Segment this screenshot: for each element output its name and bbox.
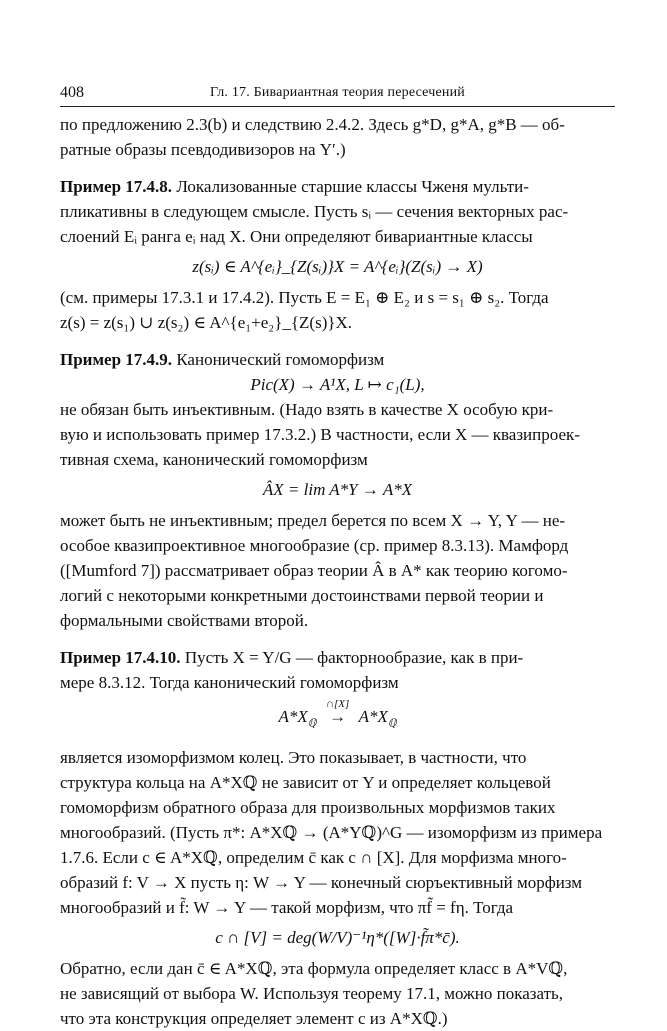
example-17-4-8 (60, 174, 615, 199)
equation (60, 698, 615, 739)
text-line: ратные образы псевдодивизоров на Y′.) (60, 140, 346, 159)
text-line: z(s) = z(s₁) ∪ z(s₂) ∈ A^{e₁+e₂}_{Z(s)}X. (60, 313, 353, 332)
text-line: гомоморфизм обратного образа для произвольных морфизмов таких (60, 798, 556, 818)
text-line: многообразий и f̃: W → Y — такой морфизм, что πf̃ = fη. Тогда (60, 898, 514, 918)
example-17-4-9 (60, 347, 615, 372)
example-17-4-10 (60, 645, 615, 670)
text-line: не зависящий от выбора W. Используя теорему 17.1, можно показать, (60, 984, 564, 1004)
equation: z(sᵢ) ∈ A^{eᵢ}_{Z(sᵢ)}X = A^{eᵢ}(Z(sᵢ) → X) (192, 257, 483, 276)
text-line: многообразий. (Пусть π*: A*Xℚ → (A*Yℚ)^G — изоморфизм из примера (60, 823, 603, 843)
arrow: ∩[X] → (321, 701, 355, 733)
text-line: тивная схема, канонический гомоморфизм (60, 450, 368, 469)
running-head: Гл. 17. Бивариантная теория пересечений (210, 85, 465, 100)
text-line: структура кольца на A*Xℚ не зависит от Y и определяет кольцевой (60, 773, 551, 793)
text-line: мере 8.3.12. Тогда канонический гомоморфизм (60, 673, 399, 692)
example-label: Пример 17.4.10. (60, 648, 181, 667)
text-line: формальными свойствами второй. (60, 611, 309, 630)
page-header (60, 84, 615, 107)
text-line: пликативны в следующем смысле. Пусть sᵢ — сечения векторных рас- (60, 202, 569, 221)
equation: c ∩ [V] = deg(W/V)⁻¹η*([W]·f̃π*c̄). (215, 928, 460, 948)
eq-sub: ℚ (307, 717, 317, 730)
text-line: логий с некоторыми конкретными достоинствами первой теории и (60, 586, 544, 605)
text-line: Локализованные старшие классы Чженя мульти- (172, 177, 529, 196)
text-line: Пусть X = Y/G — факторнообразие, как в при- (180, 648, 524, 667)
eq-right: A*X (358, 707, 388, 726)
equation: ÂX = lim A*Y → A*X (262, 480, 413, 499)
text-line: является изоморфизмом колец. Это показывает, в частности, что (60, 748, 527, 768)
text-line: особое квазипроективное многообразие (ср. пример 8.3.13). Мамфорд (60, 536, 569, 555)
text-line: образий f: V → X пусть η: W → Y — конечный сюръективный морфизм (60, 873, 583, 893)
text-line: что эта конструкция определяет элемент c из A*Xℚ.) (60, 1009, 448, 1029)
equation: Pic(X) → A¹X, L ↦ c₁(L), (250, 375, 425, 394)
text-line: может быть не инъективным; предел берется по всем X → Y, Y — не- (60, 511, 566, 530)
text-line: по предложению 2.3(b) и следствию 2.4.2. Здесь g*D, g*A, g*B — об- (60, 115, 565, 134)
page-number: 408 (60, 84, 84, 101)
example-label: Пример 17.4.9. (60, 350, 173, 369)
arrow-label: ∩[X] (326, 698, 350, 710)
text-line: Канонический гомоморфизм (172, 350, 385, 369)
text-line: Обратно, если дан c̄ ∈ A*Xℚ, эта формула определяет класс в A*Vℚ, (60, 959, 568, 979)
eq-sub: ℚ (387, 717, 397, 730)
eq-left: A*X (278, 707, 308, 726)
example-label: Пример 17.4.8. (60, 177, 173, 196)
text-line: вую и использовать пример 17.3.2.) В частности, если X — квазипроек- (60, 425, 580, 444)
text-line: слоений Eᵢ ранга eᵢ над X. Они определяют бивариантные классы (60, 227, 533, 246)
text-line: ([Mumford 7]) рассматривает образ теории Â в A* как теорию когомо- (60, 561, 568, 580)
text-line: 1.7.6. Если c ∈ A*Xℚ, определим c̄ как c ∩ [X]. Для морфизма много- (60, 848, 567, 868)
page-body (60, 112, 615, 1031)
text-line: (см. примеры 17.3.1 и 17.4.2). Пусть E = E₁ ⊕ E₂ и s = s₁ ⊕ s₂. Тогда (60, 288, 549, 307)
text-line: не обязан быть инъективным. (Надо взять в качестве X особую кри- (60, 400, 554, 419)
